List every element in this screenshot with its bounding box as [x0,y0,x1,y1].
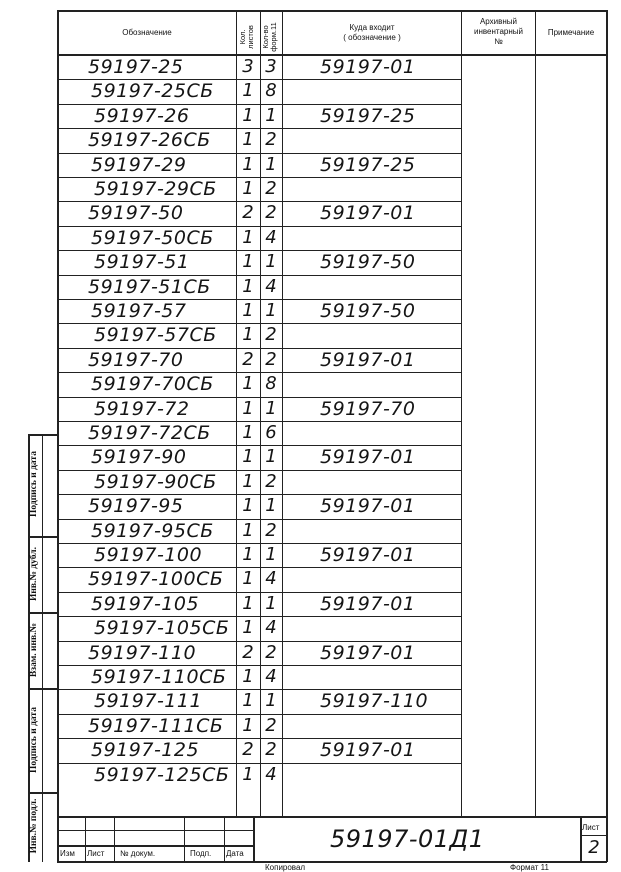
cell-designation: 59197-100СБ [88,568,224,591]
header-archive [462,10,535,54]
cell-count: 3 [265,56,277,77]
tb-col-1 [85,816,86,862]
cell-designation: 59197-111СБ [88,714,224,737]
table-row [58,226,606,250]
cell-designation: 59197-90СБ [94,470,217,493]
table-row [58,616,606,640]
side-frame-right [57,434,59,862]
cell-sheets: 1 [242,324,254,346]
header-note: Примечание [547,28,595,37]
tb-izm: Изм [60,849,75,858]
table-row [58,665,606,689]
tb-col-4 [224,816,225,862]
cell-sheets: 1 [242,104,254,126]
cell-sheets: 2 [242,739,254,761]
cell-where-used: 59197-110 [320,690,429,713]
header-where-used [283,12,461,54]
cell-count: 8 [265,373,277,395]
cell-count: 6 [265,422,277,443]
cell-count: 2 [265,178,277,199]
cell-count: 1 [265,446,277,468]
cell-where-used: 59197-50 [320,300,416,322]
sheet-number: 2 [588,837,600,858]
cell-designation: 59197-50СБ [91,226,214,249]
tb-col-2 [114,816,115,862]
cell-designation: 59197-111 [94,690,203,713]
cell-count: 1 [265,592,277,614]
cell-sheets: 1 [242,300,254,321]
titleblock-vsplit [253,816,255,862]
cell-count: 4 [265,568,277,590]
cell-count: 2 [265,202,277,224]
cell-sheets: 1 [242,129,254,151]
cell-count: 1 [265,690,277,712]
cell-where-used: 59197-70 [320,397,416,420]
cell-designation: 59197-110 [88,641,197,664]
cell-where-used: 59197-01 [320,739,416,762]
cell-sheets: 1 [242,666,254,687]
cell-designation: 59197-26СБ [88,129,211,152]
cell-designation: 59197-70 [88,348,184,371]
cell-count: 4 [265,226,277,248]
table-row [58,79,606,103]
table-row [58,470,606,494]
cell-designation: 59197-100 [94,544,203,566]
table-row [58,714,606,738]
cell-designation: 59197-95СБ [91,519,214,542]
cell-sheets: 1 [242,373,254,395]
cell-designation: 59197-57 [91,300,187,322]
cell-sheets: 1 [242,275,254,297]
table-row [58,519,606,543]
table-row [58,445,606,469]
table-row [58,348,606,372]
cell-sheets: 1 [242,153,254,175]
cell-sheets: 1 [242,80,254,102]
cell-where-used: 59197-25 [320,153,416,176]
cell-where-used: 59197-01 [320,641,416,664]
cell-designation: 59197-26 [94,104,190,127]
table-row [58,55,606,79]
header-designation: Обозначение [122,28,172,37]
cell-count: 4 [265,617,277,639]
tb-list: Лист [87,849,105,858]
cell-sheets: 1 [242,617,254,639]
cell-designation: 59197-25СБ [91,80,214,103]
table-row [58,738,606,762]
cell-designation: 59197-25 [88,56,184,78]
table-row [58,421,606,445]
side-label-inv-dup: Инв.№ дубл. [29,547,39,601]
titleblock-top [57,816,607,818]
table-row [58,641,606,665]
header-where-used-title: Куда входит [349,23,395,32]
table-row [58,323,606,347]
side-label-sign-date-1: Подпись и дата [29,451,39,517]
cell-where-used: 59197-50 [320,251,416,274]
cell-sheets: 1 [242,763,254,785]
header-where-used-sub: ( обозначение ) [343,33,401,42]
cell-where-used: 59197-01 [320,495,416,518]
cell-sheets: 2 [242,348,254,370]
cell-sheets: 1 [242,690,254,712]
cell-count: 2 [265,739,277,761]
cell-sheets: 1 [242,714,254,736]
table-row [58,128,606,152]
table-row [58,567,606,591]
cell-designation: 59197-95 [88,495,184,518]
cell-count: 8 [265,80,277,102]
cell-count: 1 [265,300,277,321]
cell-designation: 59197-110СБ [91,666,227,688]
sheet-label: Лист [582,823,600,832]
cell-count: 2 [265,348,277,370]
cell-count: 4 [265,666,277,687]
table-row [58,689,606,713]
cell-sheets: 1 [242,592,254,614]
cell-sheets: 1 [242,422,254,443]
cell-designation: 59197-105СБ [94,617,230,640]
cell-where-used: 59197-25 [320,104,416,127]
cell-sheets: 1 [242,397,254,419]
cell-where-used: 59197-01 [320,348,416,371]
cell-sheets: 1 [242,495,254,517]
footer-copied: Копировал [265,863,306,872]
cell-sheets: 1 [242,568,254,590]
table-row [58,494,606,518]
cell-designation: 59197-29СБ [94,178,217,200]
cell-sheets: 2 [242,641,254,663]
table-row [58,275,606,299]
table-row [58,543,606,567]
cell-count: 4 [265,763,277,785]
cell-count: 1 [265,251,277,273]
cell-sheets: 1 [242,446,254,468]
cell-designation: 59197-72СБ [88,422,211,444]
table-row [58,299,606,323]
header-archive-l2: инвентарный [473,27,524,36]
cell-designation: 59197-29 [91,153,187,176]
header-qty-sheets: Кол. листов [238,25,255,49]
cell-sheets: 1 [242,470,254,492]
tb-doc: № докум. [120,849,156,858]
cell-count: 2 [265,714,277,736]
table-row [58,104,606,128]
tb-date: Дата [226,849,244,858]
cell-count: 4 [265,275,277,297]
footer-format: Формат 11 [510,863,549,872]
cell-count: 2 [265,641,277,663]
frame-right [606,10,608,862]
cell-sheets: 1 [242,178,254,199]
side-label-replace-inv: Взам. инв.№ [29,622,39,678]
cell-where-used: 59197-01 [320,544,416,566]
table-row [58,763,606,787]
cell-count: 1 [265,495,277,517]
cell-designation: 59197-51 [94,251,190,274]
cell-designation: 59197-57СБ [94,324,217,347]
cell-where-used: 59197-01 [320,56,416,78]
cell-count: 2 [265,519,277,541]
cell-designation: 59197-50 [88,202,184,225]
table-row [58,250,606,274]
table-row [58,177,606,201]
tb-col-3 [184,816,185,862]
cell-designation: 59197-125 [91,739,200,762]
cell-designation: 59197-125СБ [94,763,230,786]
header-archive-l1: Архивный [479,17,518,26]
cell-count: 1 [265,153,277,175]
cell-designation: 59197-51СБ [88,275,211,298]
document-code: 59197-01Д1 [330,825,485,853]
table-row [58,153,606,177]
cell-sheets: 1 [242,251,254,273]
cell-sheets: 1 [242,519,254,541]
cell-count: 2 [265,324,277,346]
cell-designation: 59197-72 [94,397,190,420]
table-row [58,397,606,421]
cell-count: 1 [265,104,277,126]
cell-where-used: 59197-01 [320,592,416,615]
header-archive-l3: № [494,37,503,46]
cell-designation: 59197-90 [91,446,187,469]
cell-where-used: 59197-01 [320,446,416,469]
table-row [58,592,606,616]
cell-sheets: 2 [242,202,254,224]
cell-designation: 59197-105 [91,592,200,615]
table-row [58,201,606,225]
side-label-sign-date-2: Подпись и дата [29,707,39,773]
side-col-split [42,434,43,862]
cell-sheets: 1 [242,544,254,565]
cell-sheets: 3 [242,56,254,77]
header-qty-format: Кол-во форм.11 [261,22,278,52]
tb-sign: Подп. [190,849,212,858]
cell-sheets: 1 [242,226,254,248]
cell-count: 2 [265,129,277,151]
cell-count: 1 [265,397,277,419]
cell-where-used: 59197-01 [320,202,416,225]
cell-designation: 59197-70СБ [91,373,214,396]
side-label-inv-orig: Инв.№ подл. [29,798,39,854]
table-row [58,372,606,396]
cell-count: 1 [265,544,277,565]
cell-count: 2 [265,470,277,492]
